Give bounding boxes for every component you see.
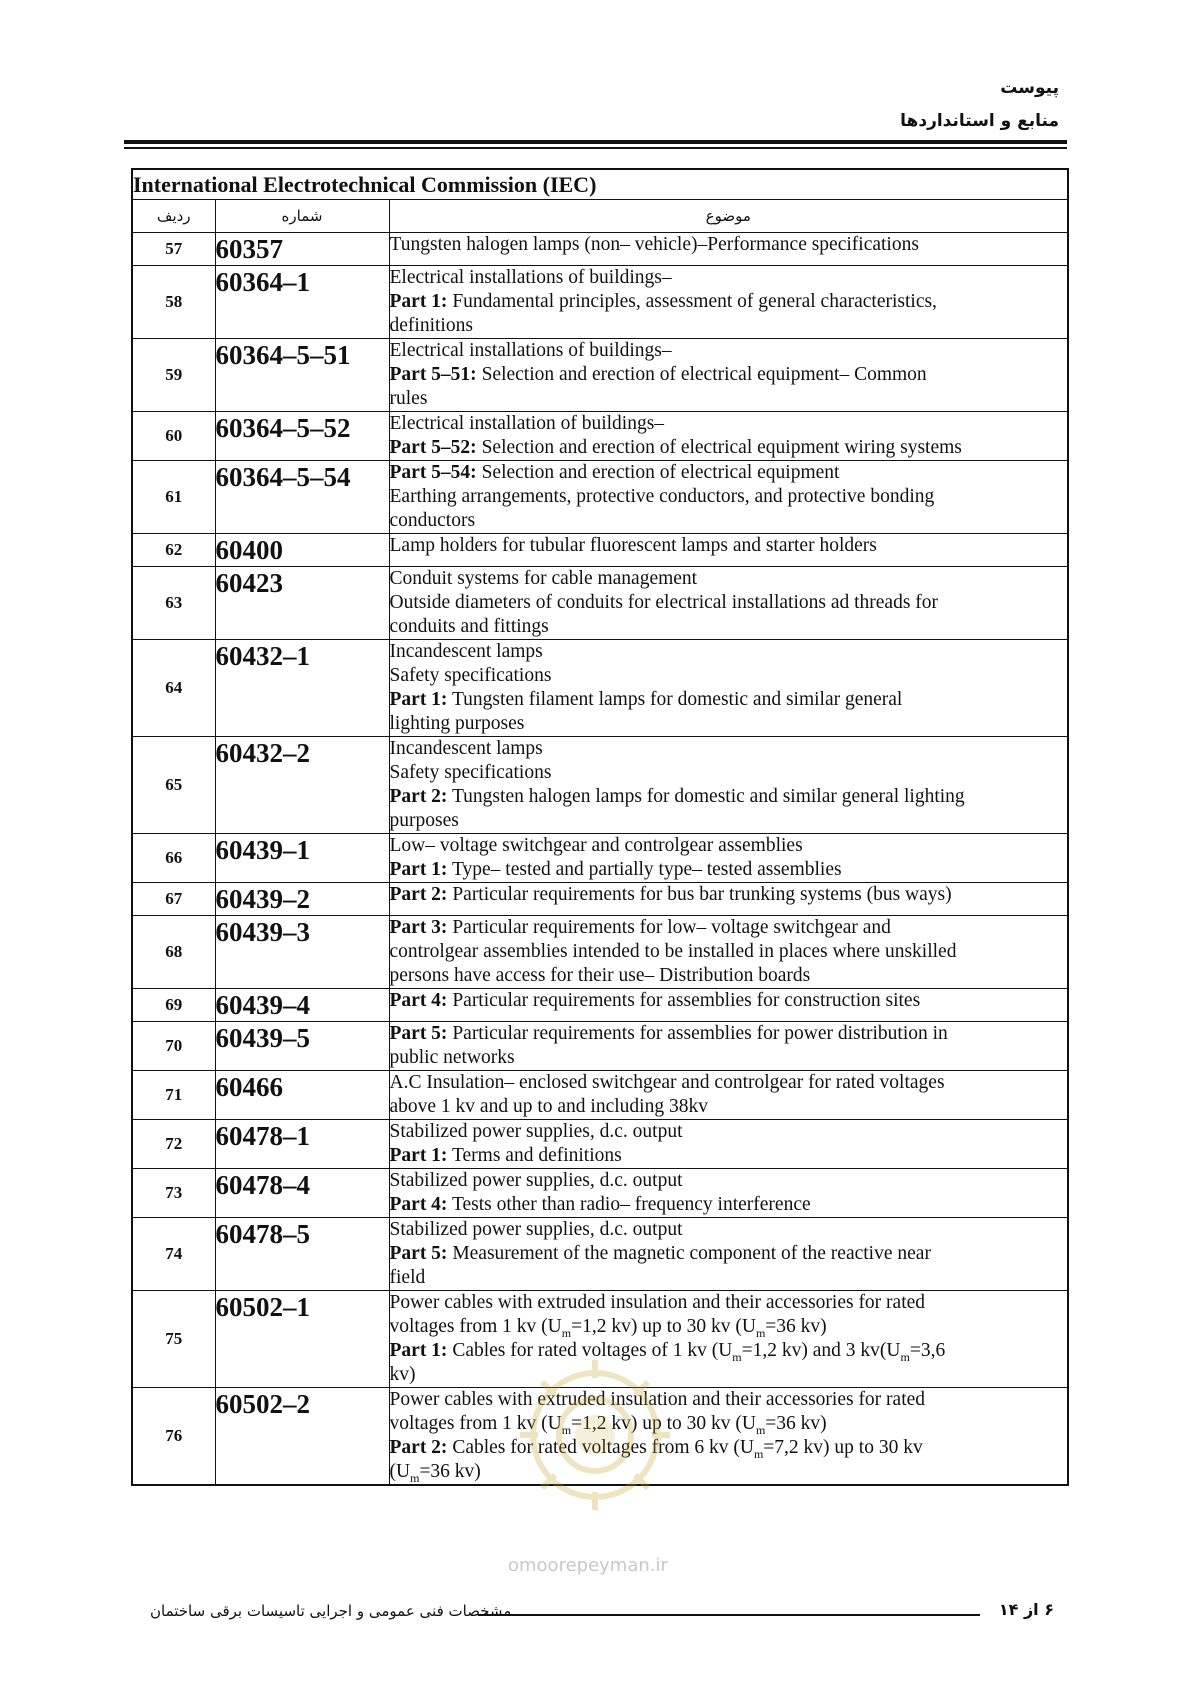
row-index: 69 xyxy=(132,989,215,1022)
row-index: 70 xyxy=(132,1022,215,1071)
subject-text: Incandescent lamps xyxy=(389,738,543,759)
subject-line xyxy=(390,266,1068,290)
table-row xyxy=(132,1022,1068,1071)
row-index: 60 xyxy=(132,412,215,461)
subject-line xyxy=(390,314,1068,338)
subject-text: kv) xyxy=(389,1364,416,1385)
subject-line xyxy=(390,412,1068,436)
standard-subject xyxy=(389,534,1068,567)
subject-text: Particular requirements for bus bar trunking systems (bus ways) xyxy=(447,884,952,905)
subject-line xyxy=(390,485,1068,509)
row-index: 75 xyxy=(132,1291,215,1388)
subject-text: rules xyxy=(389,388,428,409)
header-rule-thick xyxy=(124,140,1067,144)
table-row xyxy=(132,883,1068,916)
standard-number: 60478–1 xyxy=(215,1120,389,1169)
subject-line xyxy=(390,989,1068,1013)
subject-line xyxy=(390,1266,1068,1290)
table-row xyxy=(132,461,1068,534)
standard-number: 60432–2 xyxy=(215,737,389,834)
standard-subject xyxy=(389,1169,1068,1218)
subject-line xyxy=(390,883,1068,907)
subject-line xyxy=(390,436,1068,460)
subject-text: Electrical installation of buildings– xyxy=(389,413,665,434)
subject-text: conduits and fittings xyxy=(389,616,549,637)
header-rule-thin xyxy=(124,147,1067,149)
footer-rule xyxy=(478,1614,980,1616)
row-index: 73 xyxy=(132,1169,215,1218)
table-row xyxy=(132,1291,1068,1388)
subject-text: A.C Insulation– enclosed switchgear and controlgear for rated voltages xyxy=(389,1072,945,1093)
standard-number: 60439–4 xyxy=(215,989,389,1022)
subject-text: voltages from 1 kv ($U_m=1,2$ kv) up to 30 kv ($U_m=36$ kv) xyxy=(389,1316,827,1340)
column-header-number: شماره xyxy=(215,200,389,233)
row-index: 68 xyxy=(132,916,215,989)
column-header-row: ردیف xyxy=(132,200,215,233)
subject-line xyxy=(390,567,1068,591)
standard-subject xyxy=(389,834,1068,883)
row-index: 62 xyxy=(132,534,215,567)
standard-subject xyxy=(389,640,1068,737)
part-label: Part 5–51: xyxy=(389,364,477,385)
standard-subject xyxy=(389,233,1068,266)
subject-text: Safety specifications xyxy=(389,762,552,783)
subject-line xyxy=(390,834,1068,858)
standard-number: 60466 xyxy=(215,1071,389,1120)
subject-text: Selection and erection of electrical equipment– Common xyxy=(476,364,927,385)
subject-text: Tungsten halogen lamps for domestic and similar general lighting xyxy=(447,786,965,807)
standard-number: 60478–4 xyxy=(215,1169,389,1218)
part-label: Part 5: xyxy=(389,1243,448,1264)
subject-text: Outside diameters of conduits for electrical installations ad threads for xyxy=(389,592,939,613)
subject-line xyxy=(390,1412,1068,1436)
table-row xyxy=(132,266,1068,339)
table-row xyxy=(132,1388,1068,1486)
standard-subject xyxy=(389,1291,1068,1388)
subject-text: Particular requirements for assemblies for power distribution in xyxy=(447,1023,948,1044)
standard-number: 60502–2 xyxy=(215,1388,389,1486)
subject-line xyxy=(390,387,1068,411)
standard-subject xyxy=(389,1388,1068,1486)
subject-line xyxy=(390,940,1068,964)
table-row xyxy=(132,567,1068,640)
part-label: Part 5: xyxy=(389,1023,448,1044)
standard-subject xyxy=(389,989,1068,1022)
standard-number: 60439–5 xyxy=(215,1022,389,1071)
table-row xyxy=(132,640,1068,737)
row-index: 71 xyxy=(132,1071,215,1120)
subject-text: controlgear assemblies intended to be installed in places where unskilled xyxy=(389,941,957,962)
standard-number: 60478–5 xyxy=(215,1218,389,1291)
standard-number: 60439–1 xyxy=(215,834,389,883)
subject-line xyxy=(390,737,1068,761)
table-row xyxy=(132,233,1068,266)
table-row xyxy=(132,989,1068,1022)
subject-line xyxy=(390,1120,1068,1144)
standard-subject xyxy=(389,916,1068,989)
subject-line xyxy=(390,509,1068,533)
subject-line xyxy=(390,1388,1068,1412)
standard-number: 60400 xyxy=(215,534,389,567)
subject-text: Particular requirements for low– voltage switchgear and xyxy=(447,917,891,938)
subject-line xyxy=(390,712,1068,736)
standard-subject xyxy=(389,567,1068,640)
standard-subject xyxy=(389,1218,1068,1291)
table-row xyxy=(132,1071,1068,1120)
standard-subject xyxy=(389,266,1068,339)
subject-text: Incandescent lamps xyxy=(389,641,543,662)
subject-line xyxy=(390,461,1068,485)
subject-text: Terms and definitions xyxy=(447,1145,622,1166)
subject-line xyxy=(390,964,1068,988)
standard-number: 60364–5–52 xyxy=(215,412,389,461)
subject-line xyxy=(390,615,1068,639)
row-index: 59 xyxy=(132,339,215,412)
subject-line xyxy=(390,664,1068,688)
subject-line xyxy=(390,1022,1068,1046)
standard-subject xyxy=(389,883,1068,916)
subject-text: Stabilized power supplies, d.c. output xyxy=(389,1121,683,1142)
table-row xyxy=(132,534,1068,567)
subject-text: Cables for rated voltages of 1 kv ($U_m=1,2$ kv) and 3 $kv(U_m=3,6$ xyxy=(447,1340,946,1364)
subject-line xyxy=(390,290,1068,314)
standard-subject xyxy=(389,461,1068,534)
subject-text: definitions xyxy=(389,315,473,336)
subject-line xyxy=(390,1315,1068,1339)
part-label: Part 2: xyxy=(389,1437,448,1458)
subject-line xyxy=(390,1169,1068,1193)
subject-text: Tungsten filament lamps for domestic and similar general xyxy=(447,689,903,710)
subject-line xyxy=(390,1363,1068,1387)
subject-line xyxy=(390,916,1068,940)
subject-text: voltages from 1 kv ($U_m=1,2$ kv) up to 30 kv ($U_m=36$ kv) xyxy=(389,1413,827,1437)
standard-number: 60439–2 xyxy=(215,883,389,916)
subject-text: Tungsten halogen lamps (non– vehicle)–Performance specifications xyxy=(389,234,919,255)
subject-line xyxy=(390,858,1068,882)
subject-text: Type– tested and partially type– tested assemblies xyxy=(447,859,842,880)
subject-line xyxy=(390,809,1068,833)
part-label: Part 2: xyxy=(389,884,448,905)
subject-line xyxy=(390,1071,1068,1095)
row-index: 72 xyxy=(132,1120,215,1169)
standard-number: 60364–5–51 xyxy=(215,339,389,412)
subject-text: above 1 kv and up to and including 38kv xyxy=(389,1096,708,1117)
subject-line xyxy=(390,1095,1068,1119)
table-row xyxy=(132,737,1068,834)
subject-text: Cables for rated voltages from 6 kv ($U_m=7,2$ kv) up to 30 kv xyxy=(447,1437,923,1461)
part-label: Part 1: xyxy=(389,689,448,710)
part-label: Part 1: xyxy=(389,291,448,312)
subject-line xyxy=(390,1291,1068,1315)
subject-text: conductors xyxy=(389,510,476,531)
row-index: 64 xyxy=(132,640,215,737)
subject-line xyxy=(390,233,1068,257)
row-index: 65 xyxy=(132,737,215,834)
row-index: 63 xyxy=(132,567,215,640)
subject-text: Measurement of the magnetic component of the reactive near xyxy=(447,1243,931,1264)
header-section-title: منابع و استانداردها xyxy=(900,111,1059,131)
subject-line xyxy=(390,1218,1068,1242)
subject-line xyxy=(390,1339,1068,1363)
header-appendix: پیوست xyxy=(1000,78,1059,98)
subject-line xyxy=(390,363,1068,387)
standard-subject xyxy=(389,339,1068,412)
subject-text: Selection and erection of electrical equipment wiring systems xyxy=(476,437,962,458)
part-label: Part 4: xyxy=(389,1194,448,1215)
standard-number: 60364–5–54 xyxy=(215,461,389,534)
table-row xyxy=(132,1120,1068,1169)
subject-text: Electrical installations of buildings– xyxy=(389,267,672,288)
subject-line xyxy=(390,1460,1068,1484)
subject-text: Lamp holders for tubular fluorescent lamps and starter holders xyxy=(389,535,877,556)
part-label: Part 5–54: xyxy=(389,462,477,483)
subject-text: Selection and erection of electrical equipment xyxy=(476,462,840,483)
subject-line xyxy=(390,785,1068,809)
subject-line xyxy=(390,1193,1068,1217)
row-index: 76 xyxy=(132,1388,215,1486)
standard-subject xyxy=(389,1120,1068,1169)
row-index: 67 xyxy=(132,883,215,916)
iec-standards-table xyxy=(131,168,1069,1486)
table-body xyxy=(132,233,1068,1486)
standard-subject xyxy=(389,1071,1068,1120)
part-label: Part 5–52: xyxy=(389,437,477,458)
subject-text: Fundamental principles, assessment of general characteristics, xyxy=(447,291,937,312)
subject-text: ($U_m=36$ kv) xyxy=(389,1461,481,1485)
table-row xyxy=(132,339,1068,412)
column-header-subject: موضوع xyxy=(389,200,1068,233)
subject-line xyxy=(390,1144,1068,1168)
subject-text: Electrical installations of buildings– xyxy=(389,340,672,361)
subject-line xyxy=(390,1242,1068,1266)
table-row xyxy=(132,1169,1068,1218)
table-title: International Electrotechnical Commission (IEC) xyxy=(132,169,1068,200)
row-index: 74 xyxy=(132,1218,215,1291)
subject-line xyxy=(390,339,1068,363)
footer-page-number: ۶ از ۱۴ xyxy=(998,1600,1054,1619)
standard-number: 60439–3 xyxy=(215,916,389,989)
subject-text: purposes xyxy=(389,810,459,831)
subject-text: public networks xyxy=(389,1047,515,1068)
standard-subject xyxy=(389,1022,1068,1071)
subject-text: Conduit systems for cable management xyxy=(389,568,698,589)
part-label: Part 3: xyxy=(389,917,448,938)
subject-line xyxy=(390,761,1068,785)
subject-text: Tests other than radio– frequency interference xyxy=(447,1194,811,1215)
subject-text: Earthing arrangements, protective conductors, and protective bonding xyxy=(389,486,935,507)
subject-text: persons have access for their use– Distribution boards xyxy=(389,965,811,986)
footer-document-title: مشخصات فنی عمومی و اجرایی تاسیسات برقی ساختمان xyxy=(150,1602,512,1620)
standard-number: 60357 xyxy=(215,233,389,266)
subject-line xyxy=(390,640,1068,664)
row-index: 58 xyxy=(132,266,215,339)
table-row xyxy=(132,916,1068,989)
standard-number: 60502–1 xyxy=(215,1291,389,1388)
row-index: 57 xyxy=(132,233,215,266)
subject-text: Low– voltage switchgear and controlgear assemblies xyxy=(389,835,803,856)
part-label: Part 2: xyxy=(389,786,448,807)
table-row xyxy=(132,834,1068,883)
subject-text: lighting purposes xyxy=(389,713,525,734)
standard-number: 60364–1 xyxy=(215,266,389,339)
subject-text: Power cables with extruded insulation and their accessories for rated xyxy=(389,1292,926,1313)
subject-line xyxy=(390,1436,1068,1460)
part-label: Part 4: xyxy=(389,990,448,1011)
subject-line xyxy=(390,591,1068,615)
standard-subject xyxy=(389,412,1068,461)
table-row xyxy=(132,412,1068,461)
part-label: Part 1: xyxy=(389,1145,448,1166)
subject-text: Stabilized power supplies, d.c. output xyxy=(389,1170,683,1191)
subject-text: Particular requirements for assemblies for construction sites xyxy=(447,990,921,1011)
watermark-text: omoorepeyman.ir xyxy=(508,1555,668,1576)
standard-number: 60432–1 xyxy=(215,640,389,737)
subject-line xyxy=(390,534,1068,558)
subject-text: Stabilized power supplies, d.c. output xyxy=(389,1219,683,1240)
part-label: Part 1: xyxy=(389,1340,448,1361)
table-row xyxy=(132,1218,1068,1291)
part-label: Part 1: xyxy=(389,859,448,880)
subject-line xyxy=(390,1046,1068,1070)
row-index: 61 xyxy=(132,461,215,534)
subject-text: field xyxy=(389,1267,426,1288)
subject-text: Power cables with extruded insulation and their accessories for rated xyxy=(389,1389,926,1410)
subject-text: Safety specifications xyxy=(389,665,552,686)
row-index: 66 xyxy=(132,834,215,883)
standard-number: 60423 xyxy=(215,567,389,640)
standard-subject xyxy=(389,737,1068,834)
subject-line xyxy=(390,688,1068,712)
